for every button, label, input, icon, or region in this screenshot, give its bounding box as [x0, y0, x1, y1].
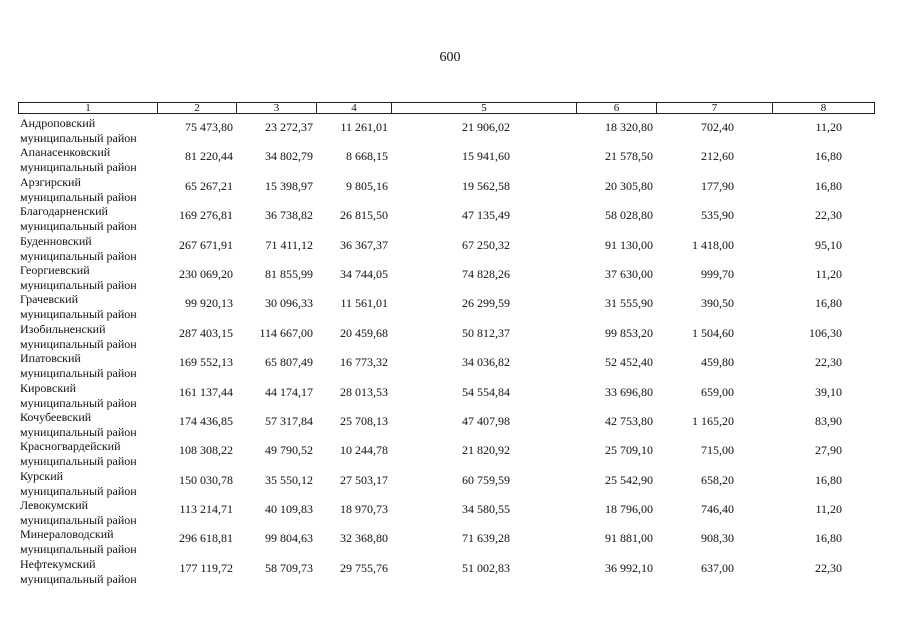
- header-col-4: 4: [317, 103, 392, 113]
- cell-c7: 715,00: [701, 443, 734, 458]
- cell-c7: 659,00: [701, 384, 734, 399]
- table-row: [0, 498, 905, 527]
- cell-c5: 71 639,28: [462, 531, 510, 546]
- cell-c2: 113 214,71: [179, 502, 233, 517]
- cell-c4: 8 668,15: [346, 149, 388, 164]
- cell-c8: 16,80: [815, 296, 842, 311]
- district-suffix: муниципальный район: [20, 395, 137, 410]
- cell-c2: 174 436,85: [179, 413, 233, 428]
- table-header: [18, 102, 875, 114]
- cell-c4: 16 773,32: [340, 355, 388, 370]
- district-title: Ипатовский: [20, 351, 81, 366]
- cell-c7: 459,80: [701, 355, 734, 370]
- district-suffix: муниципальный район: [20, 366, 137, 381]
- cell-c5: 47 135,49: [462, 208, 510, 223]
- cell-c5: 26 299,59: [462, 296, 510, 311]
- cell-c5: 19 562,58: [462, 178, 510, 193]
- table-row: [0, 322, 905, 351]
- district-name: [20, 410, 170, 440]
- cell-c5: 15 941,60: [462, 149, 510, 164]
- cell-c4: 34 744,05: [340, 266, 388, 281]
- cell-c4: 36 367,37: [340, 237, 388, 252]
- cell-c2: 108 308,22: [179, 443, 233, 458]
- cell-c7: 212,60: [701, 149, 734, 164]
- cell-c2: 99 920,13: [185, 296, 233, 311]
- district-name: [20, 322, 170, 352]
- district-title: Георгиевский: [20, 262, 90, 277]
- cell-c6: 20 305,80: [605, 178, 653, 193]
- district-name: [20, 469, 170, 499]
- cell-c6: 31 555,90: [605, 296, 653, 311]
- cell-c5: 67 250,32: [462, 237, 510, 252]
- district-title: Минераловодский: [20, 527, 114, 542]
- district-suffix: муниципальный район: [20, 189, 137, 204]
- cell-c8: 16,80: [815, 178, 842, 193]
- cell-c2: 161 137,44: [179, 384, 233, 399]
- cell-c5: 34 036,82: [462, 355, 510, 370]
- cell-c3: 36 738,82: [265, 208, 313, 223]
- cell-c5: 34 580,55: [462, 502, 510, 517]
- cell-c8: 11,20: [815, 502, 842, 517]
- cell-c3: 81 855,99: [265, 266, 313, 281]
- cell-c2: 230 069,20: [179, 266, 233, 281]
- cell-c8: 22,30: [815, 208, 842, 223]
- cell-c7: 702,40: [701, 120, 734, 134]
- cell-c6: 25 542,90: [605, 472, 653, 487]
- cell-c2: 169 276,81: [179, 208, 233, 223]
- cell-c4: 25 708,13: [340, 413, 388, 428]
- table-row: [0, 292, 905, 321]
- cell-c8: 16,80: [815, 149, 842, 164]
- header-col-3: 3: [237, 103, 317, 113]
- table-row: [0, 204, 905, 233]
- district-suffix: муниципальный район: [20, 219, 137, 234]
- cell-c7: 637,00: [701, 560, 734, 575]
- cell-c6: 21 578,50: [605, 149, 653, 164]
- cell-c3: 15 398,97: [265, 178, 313, 193]
- cell-c7: 908,30: [701, 531, 734, 546]
- cell-c6: 42 753,80: [605, 413, 653, 428]
- cell-c4: 11 561,01: [340, 296, 388, 311]
- cell-c2: 169 552,13: [179, 355, 233, 370]
- cell-c5: 74 828,26: [462, 266, 510, 281]
- cell-c8: 27,90: [815, 443, 842, 458]
- district-title: Андроповский: [20, 116, 96, 130]
- cell-c5: 54 554,84: [462, 384, 510, 399]
- cell-c4: 27 503,17: [340, 472, 388, 487]
- district-suffix: муниципальный район: [20, 424, 137, 439]
- cell-c3: 99 804,63: [265, 531, 313, 546]
- cell-c2: 267 671,91: [179, 237, 233, 252]
- cell-c7: 999,70: [701, 266, 734, 281]
- cell-c7: 1 165,20: [692, 413, 734, 428]
- cell-c3: 57 317,84: [265, 413, 313, 428]
- district-suffix: муниципальный район: [20, 454, 137, 469]
- table-row: [0, 263, 905, 292]
- cell-c2: 177 119,72: [179, 560, 233, 575]
- header-col-1: 1: [19, 103, 158, 113]
- table-row: [0, 145, 905, 174]
- cell-c7: 177,90: [701, 178, 734, 193]
- header-col-5: 5: [392, 103, 577, 113]
- cell-c3: 71 411,12: [265, 237, 313, 252]
- table-row: [0, 557, 905, 586]
- district-name: [20, 292, 170, 322]
- cell-c8: 11,20: [815, 266, 842, 281]
- cell-c6: 33 696,80: [605, 384, 653, 399]
- cell-c8: 106,30: [809, 325, 842, 340]
- cell-c3: 23 272,37: [265, 120, 313, 134]
- table-row: [0, 175, 905, 204]
- cell-c8: 16,80: [815, 531, 842, 546]
- cell-c6: 91 130,00: [605, 237, 653, 252]
- cell-c4: 18 970,73: [340, 502, 388, 517]
- cell-c7: 1 418,00: [692, 237, 734, 252]
- district-name: [20, 498, 170, 528]
- cell-c4: 10 244,78: [340, 443, 388, 458]
- table-row: [0, 439, 905, 468]
- cell-c4: 9 805,16: [346, 178, 388, 193]
- cell-c6: 58 028,80: [605, 208, 653, 223]
- district-name: [20, 263, 170, 293]
- district-suffix: муниципальный район: [20, 336, 137, 351]
- cell-c6: 36 992,10: [605, 560, 653, 575]
- cell-c7: 535,90: [701, 208, 734, 223]
- cell-c8: 39,10: [815, 384, 842, 399]
- cell-c3: 58 709,73: [265, 560, 313, 575]
- district-title: Кировский: [20, 380, 77, 395]
- district-title: Левокумский: [20, 498, 89, 513]
- table-row: [0, 351, 905, 380]
- header-col-7: 7: [657, 103, 773, 113]
- page-number: 600: [439, 50, 461, 65]
- district-name: [20, 145, 170, 175]
- cell-c6: 18 796,00: [605, 502, 653, 517]
- table-row: [0, 234, 905, 263]
- district-suffix: муниципальный район: [20, 248, 137, 263]
- table-row: [0, 469, 905, 498]
- district-name: [20, 351, 170, 381]
- district-suffix: муниципальный район: [20, 160, 137, 175]
- cell-c3: 49 790,52: [265, 443, 313, 458]
- district-name: [20, 175, 170, 205]
- cell-c4: 26 815,50: [340, 208, 388, 223]
- cell-c6: 18 320,80: [605, 120, 653, 134]
- district-suffix: муниципальный район: [20, 277, 137, 292]
- cell-c7: 746,40: [701, 502, 734, 517]
- cell-c5: 21 820,92: [462, 443, 510, 458]
- cell-c5: 60 759,59: [462, 472, 510, 487]
- cell-c6: 25 709,10: [605, 443, 653, 458]
- district-name: [20, 557, 170, 587]
- district-title: Кочубеевский: [20, 409, 92, 424]
- cell-c3: 40 109,83: [265, 502, 313, 517]
- cell-c6: 99 853,20: [605, 325, 653, 340]
- cell-c8: 95,10: [815, 237, 842, 252]
- district-title: Красногвардейский: [20, 439, 121, 454]
- district-title: Благодарненский: [20, 204, 108, 219]
- cell-c2: 65 267,21: [185, 178, 233, 193]
- table-row: [0, 381, 905, 410]
- district-name: [20, 527, 170, 557]
- cell-c5: 51 002,83: [462, 560, 510, 575]
- cell-c5: 50 812,37: [462, 325, 510, 340]
- cell-c6: 37 630,00: [605, 266, 653, 281]
- district-name: [20, 234, 170, 264]
- cell-c2: 287 403,15: [179, 325, 233, 340]
- cell-c5: 47 407,98: [462, 413, 510, 428]
- cell-c8: 83,90: [815, 413, 842, 428]
- cell-c7: 1 504,60: [692, 325, 734, 340]
- header-col-2: 2: [158, 103, 237, 113]
- cell-c3: 44 174,17: [265, 384, 313, 399]
- cell-c8: 16,80: [815, 472, 842, 487]
- district-suffix: муниципальный район: [20, 542, 137, 557]
- cell-c5: 21 906,02: [462, 120, 510, 134]
- district-title: Курский: [20, 468, 64, 483]
- cell-c4: 28 013,53: [340, 384, 388, 399]
- district-suffix: муниципальный район: [20, 307, 137, 322]
- district-title: Арзгирский: [20, 174, 81, 189]
- header-col-6: 6: [577, 103, 657, 113]
- cell-c2: 75 473,80: [185, 120, 233, 134]
- cell-c8: 22,30: [815, 560, 842, 575]
- cell-c3: 35 550,12: [265, 472, 313, 487]
- cell-c2: 81 220,44: [185, 149, 233, 164]
- district-suffix: муниципальный район: [20, 483, 137, 498]
- district-suffix: муниципальный район: [20, 571, 137, 586]
- table-body: [0, 116, 905, 586]
- cell-c4: 32 368,80: [340, 531, 388, 546]
- district-title: Буденновский: [20, 233, 92, 248]
- district-name: [20, 204, 170, 234]
- cell-c4: 20 459,68: [340, 325, 388, 340]
- cell-c6: 91 881,00: [605, 531, 653, 546]
- cell-c3: 114 667,00: [259, 325, 313, 340]
- cell-c2: 296 618,81: [179, 531, 233, 546]
- cell-c8: 11,20: [815, 120, 842, 134]
- district-title: Грачевский: [20, 292, 78, 307]
- district-title: Изобильненский: [20, 321, 106, 336]
- cell-c8: 22,30: [815, 355, 842, 370]
- table-row: [0, 527, 905, 556]
- district-name: [20, 381, 170, 411]
- district-suffix: муниципальный район: [20, 131, 137, 145]
- table-row: [0, 116, 905, 145]
- district-name: [20, 439, 170, 469]
- district-name: [20, 116, 170, 146]
- district-title: Апанасенковский: [20, 145, 111, 160]
- cell-c3: 34 802,79: [265, 149, 313, 164]
- cell-c3: 30 096,33: [265, 296, 313, 311]
- cell-c3: 65 807,49: [265, 355, 313, 370]
- district-title: Нефтекумский: [20, 556, 96, 571]
- cell-c7: 658,20: [701, 472, 734, 487]
- header-col-8: 8: [820, 102, 827, 114]
- cell-c4: 29 755,76: [340, 560, 388, 575]
- table-row: [0, 410, 905, 439]
- cell-c4: 11 261,01: [340, 120, 388, 134]
- cell-c2: 150 030,78: [179, 472, 233, 487]
- cell-c6: 52 452,40: [605, 355, 653, 370]
- cell-c7: 390,50: [701, 296, 734, 311]
- district-suffix: муниципальный район: [20, 513, 137, 528]
